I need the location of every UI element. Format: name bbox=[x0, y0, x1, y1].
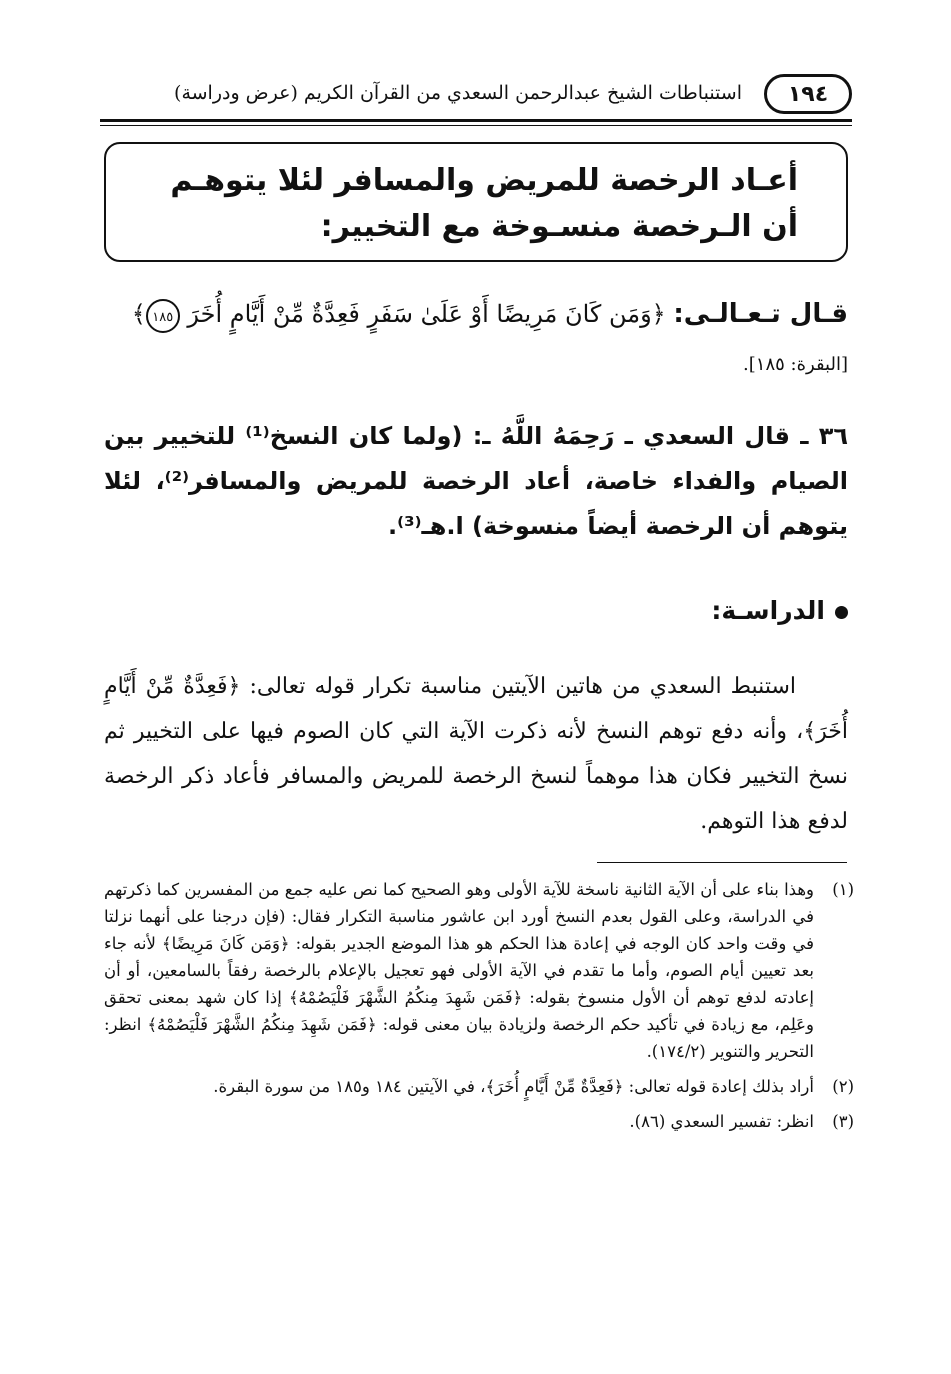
footnote-number: (٢) bbox=[832, 1077, 854, 1096]
footnote-item bbox=[104, 1073, 854, 1100]
header-rule bbox=[100, 119, 852, 122]
section-heading-box bbox=[104, 142, 848, 262]
section-heading: أعـاد الرخصة للمريض والمسافر لئلا يتوهـم أن الـرخصة منسـوخة مع التخيير: bbox=[170, 163, 798, 244]
footnote-number: (١) bbox=[832, 880, 854, 899]
footnote-text: أراد بذلك إعادة قوله تعالى: ﴿فَعِدَّةٌ مِّنْ أَيَّامٍ أُخَرَ﴾، في الآيتين ١٨٤ و١٨٥ من سورة البقرة. bbox=[213, 1077, 814, 1096]
bullet-icon bbox=[835, 606, 848, 619]
verse-label: قـال تـعـالـى: bbox=[673, 299, 848, 329]
running-header bbox=[100, 72, 852, 122]
footnote-divider bbox=[597, 862, 847, 863]
footnotes bbox=[104, 876, 854, 1143]
study-section-title bbox=[104, 596, 848, 625]
verse-close-bracket: ﴾ bbox=[131, 300, 146, 328]
verse-text: ﴿وَمَن كَانَ مَرِيضًا أَوْ عَلَىٰ سَفَرٍ فَعِدَّةٌ مِّنْ أَيَّامٍ أُخَرَ bbox=[187, 300, 666, 328]
verse-reference: [البقرة: ١٨٥]. bbox=[743, 354, 848, 375]
study-paragraph: استنبط السعدي من هاتين الآيتين مناسبة تكرار قوله تعالى: ﴿فَعِدَّةٌ مِّنْ أَيَّامٍ أُخَرَ﴾، وأنه دفع توهم النسخ لأنه ذكرت الآية التي كان الصوم فيها على التخيير ثم نسخ التخيير فكان هذا موهماً لنسخ الرخصة للمريض والمسافر فأعاد ذكر الرخصة لدفع هذا التوهم. bbox=[104, 674, 848, 834]
saadi-quote: ٣٦ ـ قال السعدي ـ رَحِمَهُ اللَّهُ ـ: (ولما كان النسخ⁽¹⁾ للتخيير بين الصيام والفداء خاصة، أعاد الرخصة للمريض والمسافر⁽²⁾، لئلا يتوهم أن الرخصة أيضاً منسوخة) ا.هـ⁽³⁾. bbox=[104, 422, 848, 540]
footnote-item bbox=[104, 876, 854, 1065]
quran-verse bbox=[104, 290, 848, 389]
footnote-item bbox=[104, 1108, 854, 1135]
page-number-badge: ١٩٤ bbox=[764, 74, 852, 114]
study-title-text: الدراسـة: bbox=[711, 596, 825, 625]
footnote-number: (٣) bbox=[832, 1112, 854, 1131]
running-title: استنباطات الشيخ عبدالرحمن السعدي من القرآن الكريم (عرض ودراسة) bbox=[174, 82, 742, 104]
ayah-number-icon: ١٨٥ bbox=[146, 299, 180, 333]
footnote-text: انظر: تفسير السعدي (٨٦). bbox=[629, 1112, 814, 1131]
footnote-text: وهذا بناء على أن الآية الثانية ناسخة للآية الأولى وهو الصحيح كما نص عليه جمع من المفسرين كما ذكرتهم في الدراسة، وعلى القول بعدم النسخ أورد ابن عاشور مناسبة التكرار فقال: (فإن درجنا على أنهما نزلتا في وقت واحد كان الوجه في إعادة هذا الحكم هو هذا الموضع الجدير بقوله: ﴿وَمَن كَانَ مَرِيضًا﴾ لأنه جاء بعد تعيين أيام الصوم، وأما ما تقدم في الآية الأولى فهو تعجيل بالإعلام بالرخصة رفقاً بالسامعين، أو أن إعادته لدفع توهم أن الأول منسوخ بقوله: ﴿فَمَن شَهِدَ مِنكُمُ الشَّهْرَ فَلْيَصُمْهُ﴾ إذا كان شهد بمعنى تحقق وعَلِم، مع زيادة في تأكيد حكم الرخصة ولزيادة بيان معنى قوله: ﴿فَمَن شَهِدَ مِنكُمُ الشَّهْرَ فَلْيَصُمْهُ﴾ انظر: التحرير والتنوير (١٧٤/٢). bbox=[104, 880, 814, 1061]
